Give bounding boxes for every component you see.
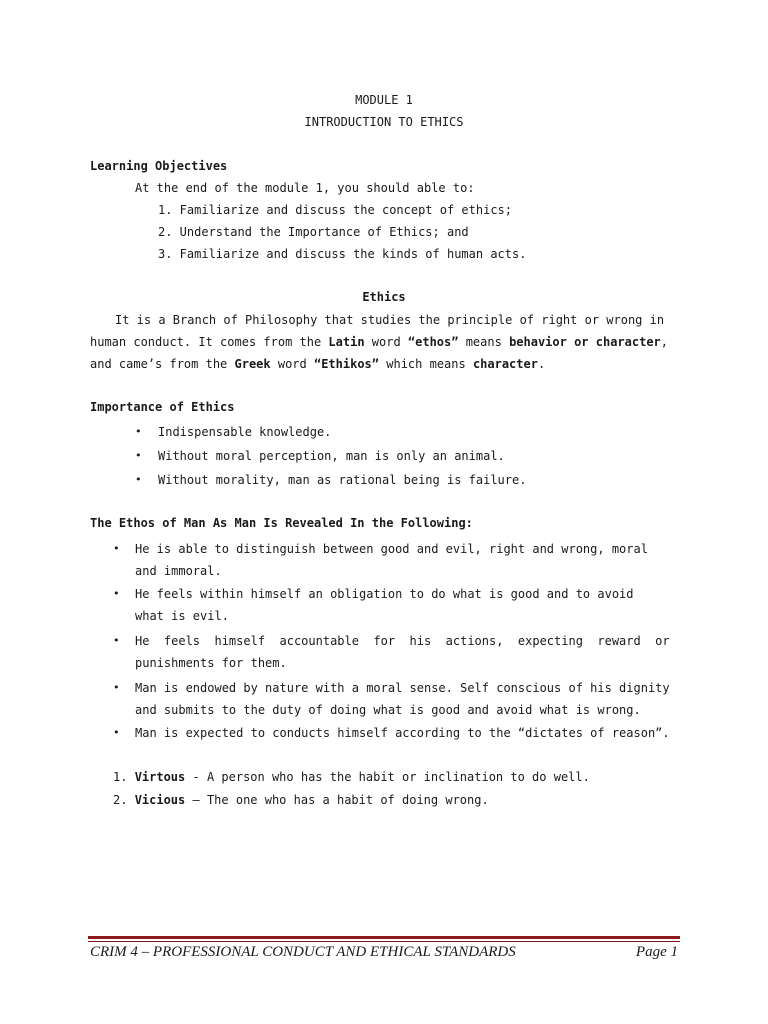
ethos-term: “ethos” (407, 335, 459, 349)
importance-item: Without moral perception, man is only an animal. (158, 449, 505, 463)
bullet-icon: • (113, 587, 120, 600)
ethics-paragraph-line: It is a Branch of Philosophy that studies the principle of right or wrong in (115, 313, 665, 327)
greek-term: Greek (234, 357, 271, 371)
bullet-icon: • (135, 473, 142, 486)
objective-item: 3. Familiarize and discuss the kinds of human acts. (158, 247, 527, 261)
bullet-icon: • (113, 726, 120, 739)
ethos-heading: The Ethos of Man As Man Is Revealed In the Following: (90, 516, 473, 530)
ethos-item-line: He feels within himself an obligation to do what is good and to avoid (135, 587, 634, 601)
ethos-item-line: and submits to the duty of doing what is good and avoid what is wrong. (135, 703, 641, 717)
importance-heading: Importance of Ethics (90, 400, 235, 414)
objectives-heading: Learning Objectives (90, 159, 228, 173)
bullet-icon: • (113, 681, 120, 694)
behavior-term: behavior or character (509, 335, 661, 349)
ethos-item-line: He feels himself accountable for his actions, expecting reward or (135, 634, 670, 648)
ethos-item-line: and immoral. (135, 564, 222, 578)
ethos-item-line: punishments for them. (135, 656, 287, 670)
ethics-paragraph-line: human conduct. It comes from the Latin word “ethos” means behavior or character, (90, 335, 669, 349)
bullet-icon: • (135, 449, 142, 462)
definition-term: Vicious (134, 793, 186, 807)
page-title: INTRODUCTION TO ETHICS (304, 115, 464, 129)
objective-item: 2. Understand the Importance of Ethics; and (158, 225, 469, 239)
latin-term: Latin (328, 335, 365, 349)
definition-term: Virtous (134, 770, 186, 784)
ethos-item-line: what is evil. (135, 609, 229, 623)
definition-vicious: 2. Vicious – The one who has a habit of doing wrong. (113, 793, 489, 807)
ethics-heading: Ethics (362, 290, 406, 304)
module-label: MODULE 1 (355, 93, 413, 107)
ethos-item-line: He is able to distinguish between good and evil, right and wrong, moral (135, 542, 648, 556)
character-term: character (472, 357, 538, 371)
definition-virtous: 1. Virtous - A person who has the habit or inclination to do well. (113, 770, 590, 784)
bullet-icon: • (135, 425, 142, 438)
ethos-item-line: Man is expected to conducts himself according to the “dictates of reason”. (135, 726, 670, 740)
bullet-icon: • (113, 634, 120, 647)
footer-page-number: Page 1 (635, 944, 678, 960)
ethics-paragraph-line: and came’s from the Greek word “Ethikos” which means character. (90, 357, 546, 371)
objective-item: 1. Familiarize and discuss the concept of ethics; (158, 203, 513, 217)
objectives-intro: At the end of the module 1, you should able to: (135, 181, 475, 195)
footer-course-title: CRIM 4 – PROFESSIONAL CONDUCT AND ETHICAL STANDARDS (90, 944, 516, 960)
ethos-item-line: Man is endowed by nature with a moral sense. Self conscious of his dignity (135, 681, 670, 695)
ethikos-term: “Ethikos” (313, 357, 380, 371)
footer-rule-thick (88, 936, 680, 939)
importance-item: Without morality, man as rational being is failure. (158, 473, 527, 487)
footer-rule-thin (88, 941, 680, 942)
importance-item: Indispensable knowledge. (158, 425, 332, 439)
bullet-icon: • (113, 542, 120, 555)
